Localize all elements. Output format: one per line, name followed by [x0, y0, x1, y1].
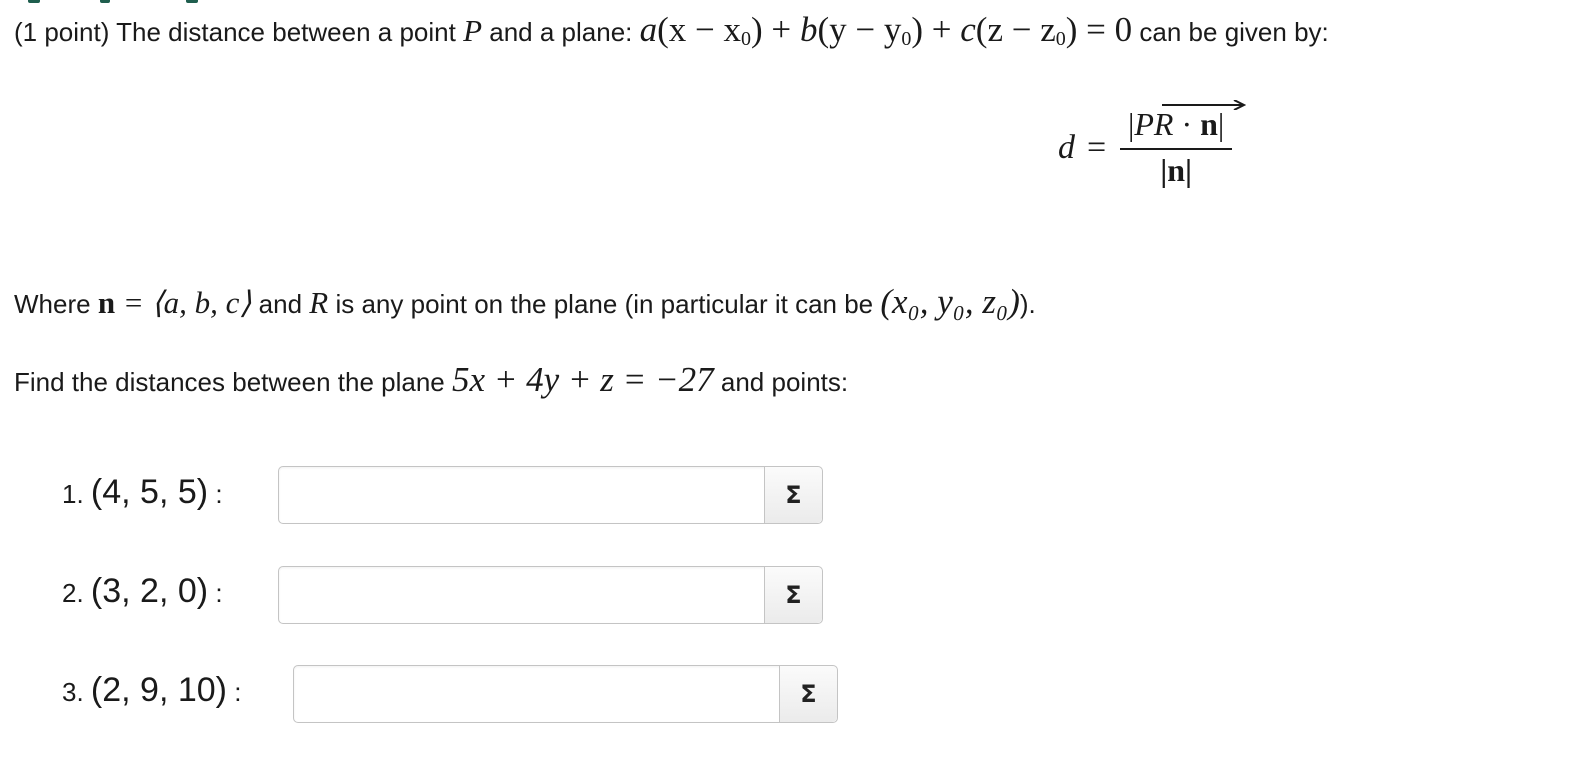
answer-input-2[interactable]	[279, 567, 764, 623]
answer-input-1[interactable]	[279, 467, 764, 523]
problem-intro: (1 point) The distance between a point P and a plane: $a(x - x_0) + b(y - y_0) + c(z - z_0) = 0$ can be given by:	[14, 10, 1329, 50]
given-plane: 5x + 4y + z = −27	[451, 360, 714, 399]
equation-editor-button-2[interactable]: Σ	[764, 567, 822, 623]
formula-lhs-var: d	[1058, 128, 1075, 166]
answer-field-1	[278, 466, 823, 524]
equation-editor-button-3[interactable]: Σ	[779, 666, 837, 722]
find-instruction: Find the distances between the plane 5x + 4y + z = −27 and points:	[14, 360, 849, 399]
points-label: (1 point)	[14, 17, 110, 47]
answer-field-2	[278, 566, 823, 624]
where-text: Where n = ⟨a, b, c⟩ and R is any point on the plane (in particular it can be (x₀, y₀, z₀)).	[14, 282, 1036, 321]
distance-formula: d = $\frac{|PR \cdot n|}{|n|}$	[1058, 108, 1232, 187]
answer-input-3[interactable]	[294, 666, 779, 722]
plane-equation: $a(x - x_0) + b(y - y_0) + c(z - z_0) = 0$	[639, 10, 1133, 50]
question-2-label: 2. (3, 2, 0) :	[62, 572, 223, 610]
formula-denominator: |n|	[1120, 148, 1232, 188]
equation-editor-button-1[interactable]: Σ	[764, 467, 822, 523]
question-3-label: 3. (2, 9, 10) :	[62, 671, 242, 709]
formula-fraction	[1120, 108, 1232, 187]
answer-field-3	[293, 665, 838, 723]
vector-arrow-icon	[1162, 100, 1246, 110]
formula-numerator: |PR · n|	[1124, 108, 1228, 148]
question-1-label: 1. (4, 5, 5) :	[62, 473, 223, 511]
header-remnant	[0, 0, 230, 4]
